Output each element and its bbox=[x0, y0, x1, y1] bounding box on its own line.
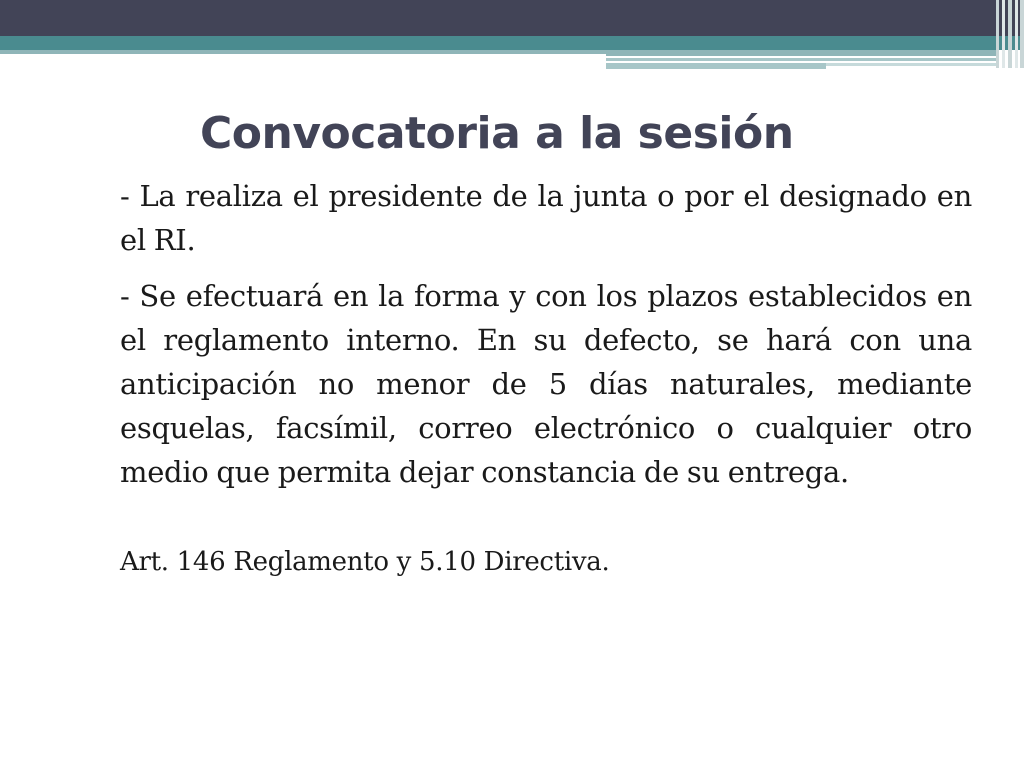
slide-body bbox=[120, 174, 972, 584]
header-band-light bbox=[826, 63, 996, 66]
header-stripe bbox=[1008, 0, 1012, 68]
body-paragraph: - Se efectuará en la forma y con los plazos establecidos en el reglamento interno. En su defecto, se hará con una anticipación no menor de 5 días naturales, mediante esquelas, facsímil, correo electrónico o cualquier otro medio que permita dejar constancia de su entrega. bbox=[120, 279, 972, 489]
header-band-light bbox=[606, 63, 826, 69]
header-stripe bbox=[996, 0, 999, 68]
header-band-teal bbox=[0, 36, 1024, 50]
slide-title: Convocatoria a la sesión bbox=[200, 108, 794, 159]
legal-reference: Art. 146 Reglamento y 5.10 Directiva. bbox=[120, 547, 610, 577]
header-stripe bbox=[1015, 0, 1018, 68]
header-stripe bbox=[1020, 0, 1024, 68]
body-paragraph: - La realiza el presidente de la junta o por el designado en el RI. bbox=[120, 179, 972, 257]
header-stripe bbox=[1002, 0, 1005, 68]
header-band-dark bbox=[0, 0, 1024, 36]
header-band-light bbox=[606, 58, 996, 61]
header-band-light bbox=[0, 50, 606, 54]
